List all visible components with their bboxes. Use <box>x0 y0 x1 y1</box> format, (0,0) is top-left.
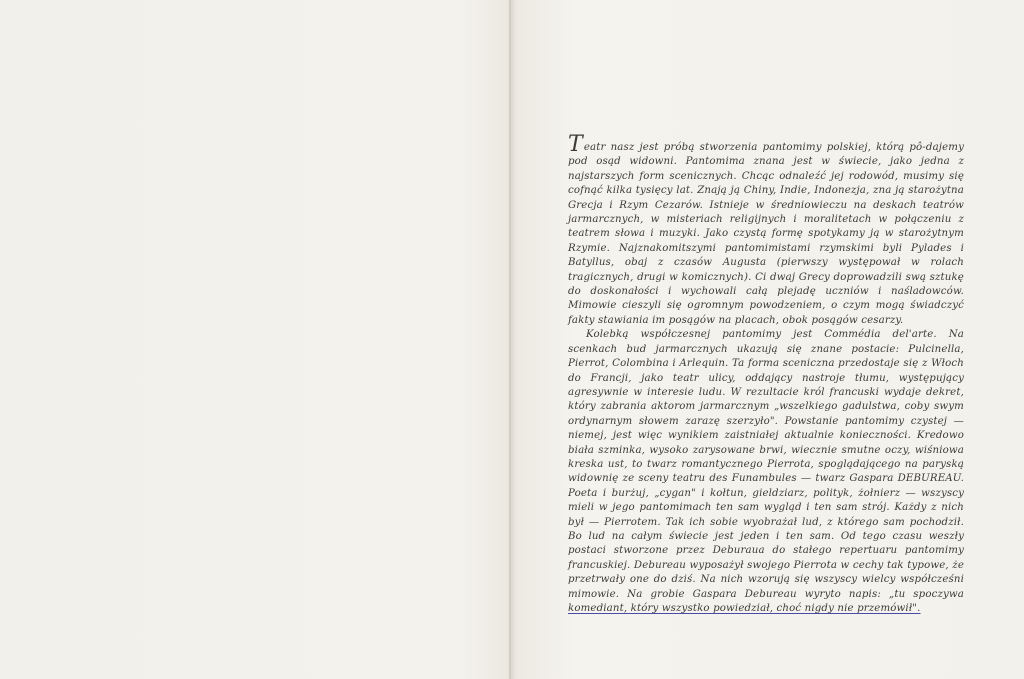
paragraph-2 <box>568 328 964 616</box>
right-page <box>512 0 1024 679</box>
paragraph-2-text: Kolebką współczesnej pantomimy jest Commédia del'arte. Na scenkach bud jarmarcznych ukazują się znane postacie: Pulcinella, Pierrot, Colombina i Arlequin. Ta forma sceniczna przedostaje się z Włoch do Francji, jako teatr ulicy, oddający nastroje tłumu, występujący agresywnie w interesie ludu. W rezultacie król francuski wydaje dekret, który zabrania aktorom jarmarcznym „wszelkiego gadulstwa, coby swym ordynarnym słowem zarazę szerzyło". Powstanie pantomimy czystej — niemej, jest więc wynikiem zaistniałej aktualnie konieczności. Kredowo biała szminka, wysoko zarysowane brwi, wiecznie smutne oczy, wiśniowa kreska ust, to twarz romantycznego Pierrota, spoglądającego na paryską widownię ze sceny teatru des Funambules — twarz Gaspara DEBUREAU. Poeta i burżuj, „cygan" i kołtun, gieldziarz, polityk, żołnierz — wszyscy mieli w jego pantomimach ten sam wygląd i ten sam strój. Każdy z nich był — Pierrotem. Tak ich sobie wyobrażał lud, z którego sam pochodził. Bo lud na całym świecie jest jeden i ten sam. Od tego czasu weszły postaci stworzone przez Deburaua do stałego repertuaru pantomimy francuskiej. Debureau wyposażył swojego Pierrota w cechy tak typowe, że przetrwały one do dziś. Na nich wzorują się wszyscy wielcy współcześni mimowie. Na grobie Gaspara Debureau wyryto napis: „tu spoczywa <box>568 329 964 600</box>
paragraph-1 <box>568 132 964 328</box>
book-gutter <box>509 0 511 679</box>
paragraph-1-text: eatr nasz jest próbą stworzenia pantomimy polskiej, którą pô-dajemy pod osąd widowni. Pantomima znana jest w świecie, jako jedna z najstarszych form scenicznych. Chcąc odnaleźć jej rodowód, musimy się cofnąć kilka tysięcy lat. Znają ją Chiny, Indie, Indonezja, zna ją starożytna Grecja i Rzym Cezarów. Istnieje w średniowieczu na deskach teatrów jarmarcznych, w misteriach religijnych i moralitetach w połączeniu z teatrem słowa i muzyki. Jako czystą formę spotykamy ją w starożytnym Rzymie. Najznakomitszymi pantomimistami rzymskimi byli Pylades i Batyllus, obaj z czasów Augusta (pierwszy występował w rolach tragicznych, drugi w komicznych). Ci dwaj Grecy doprowadzili swą sztukę do doskonałości i wychowali całą plejadę uczniów i naśladowców. Mimowie cieszyli się ogromnym powodzeniem, o czym mogą świadczyć fakty stawiania im posągów na placach, obok posągów cesarzy. <box>568 142 964 326</box>
underlined-quote: komediant, który wszystko powiedział, choć nigdy nie przemówił". <box>568 603 921 614</box>
article-text <box>568 132 964 616</box>
drop-cap: T <box>568 132 583 157</box>
left-page-blank <box>0 0 510 679</box>
